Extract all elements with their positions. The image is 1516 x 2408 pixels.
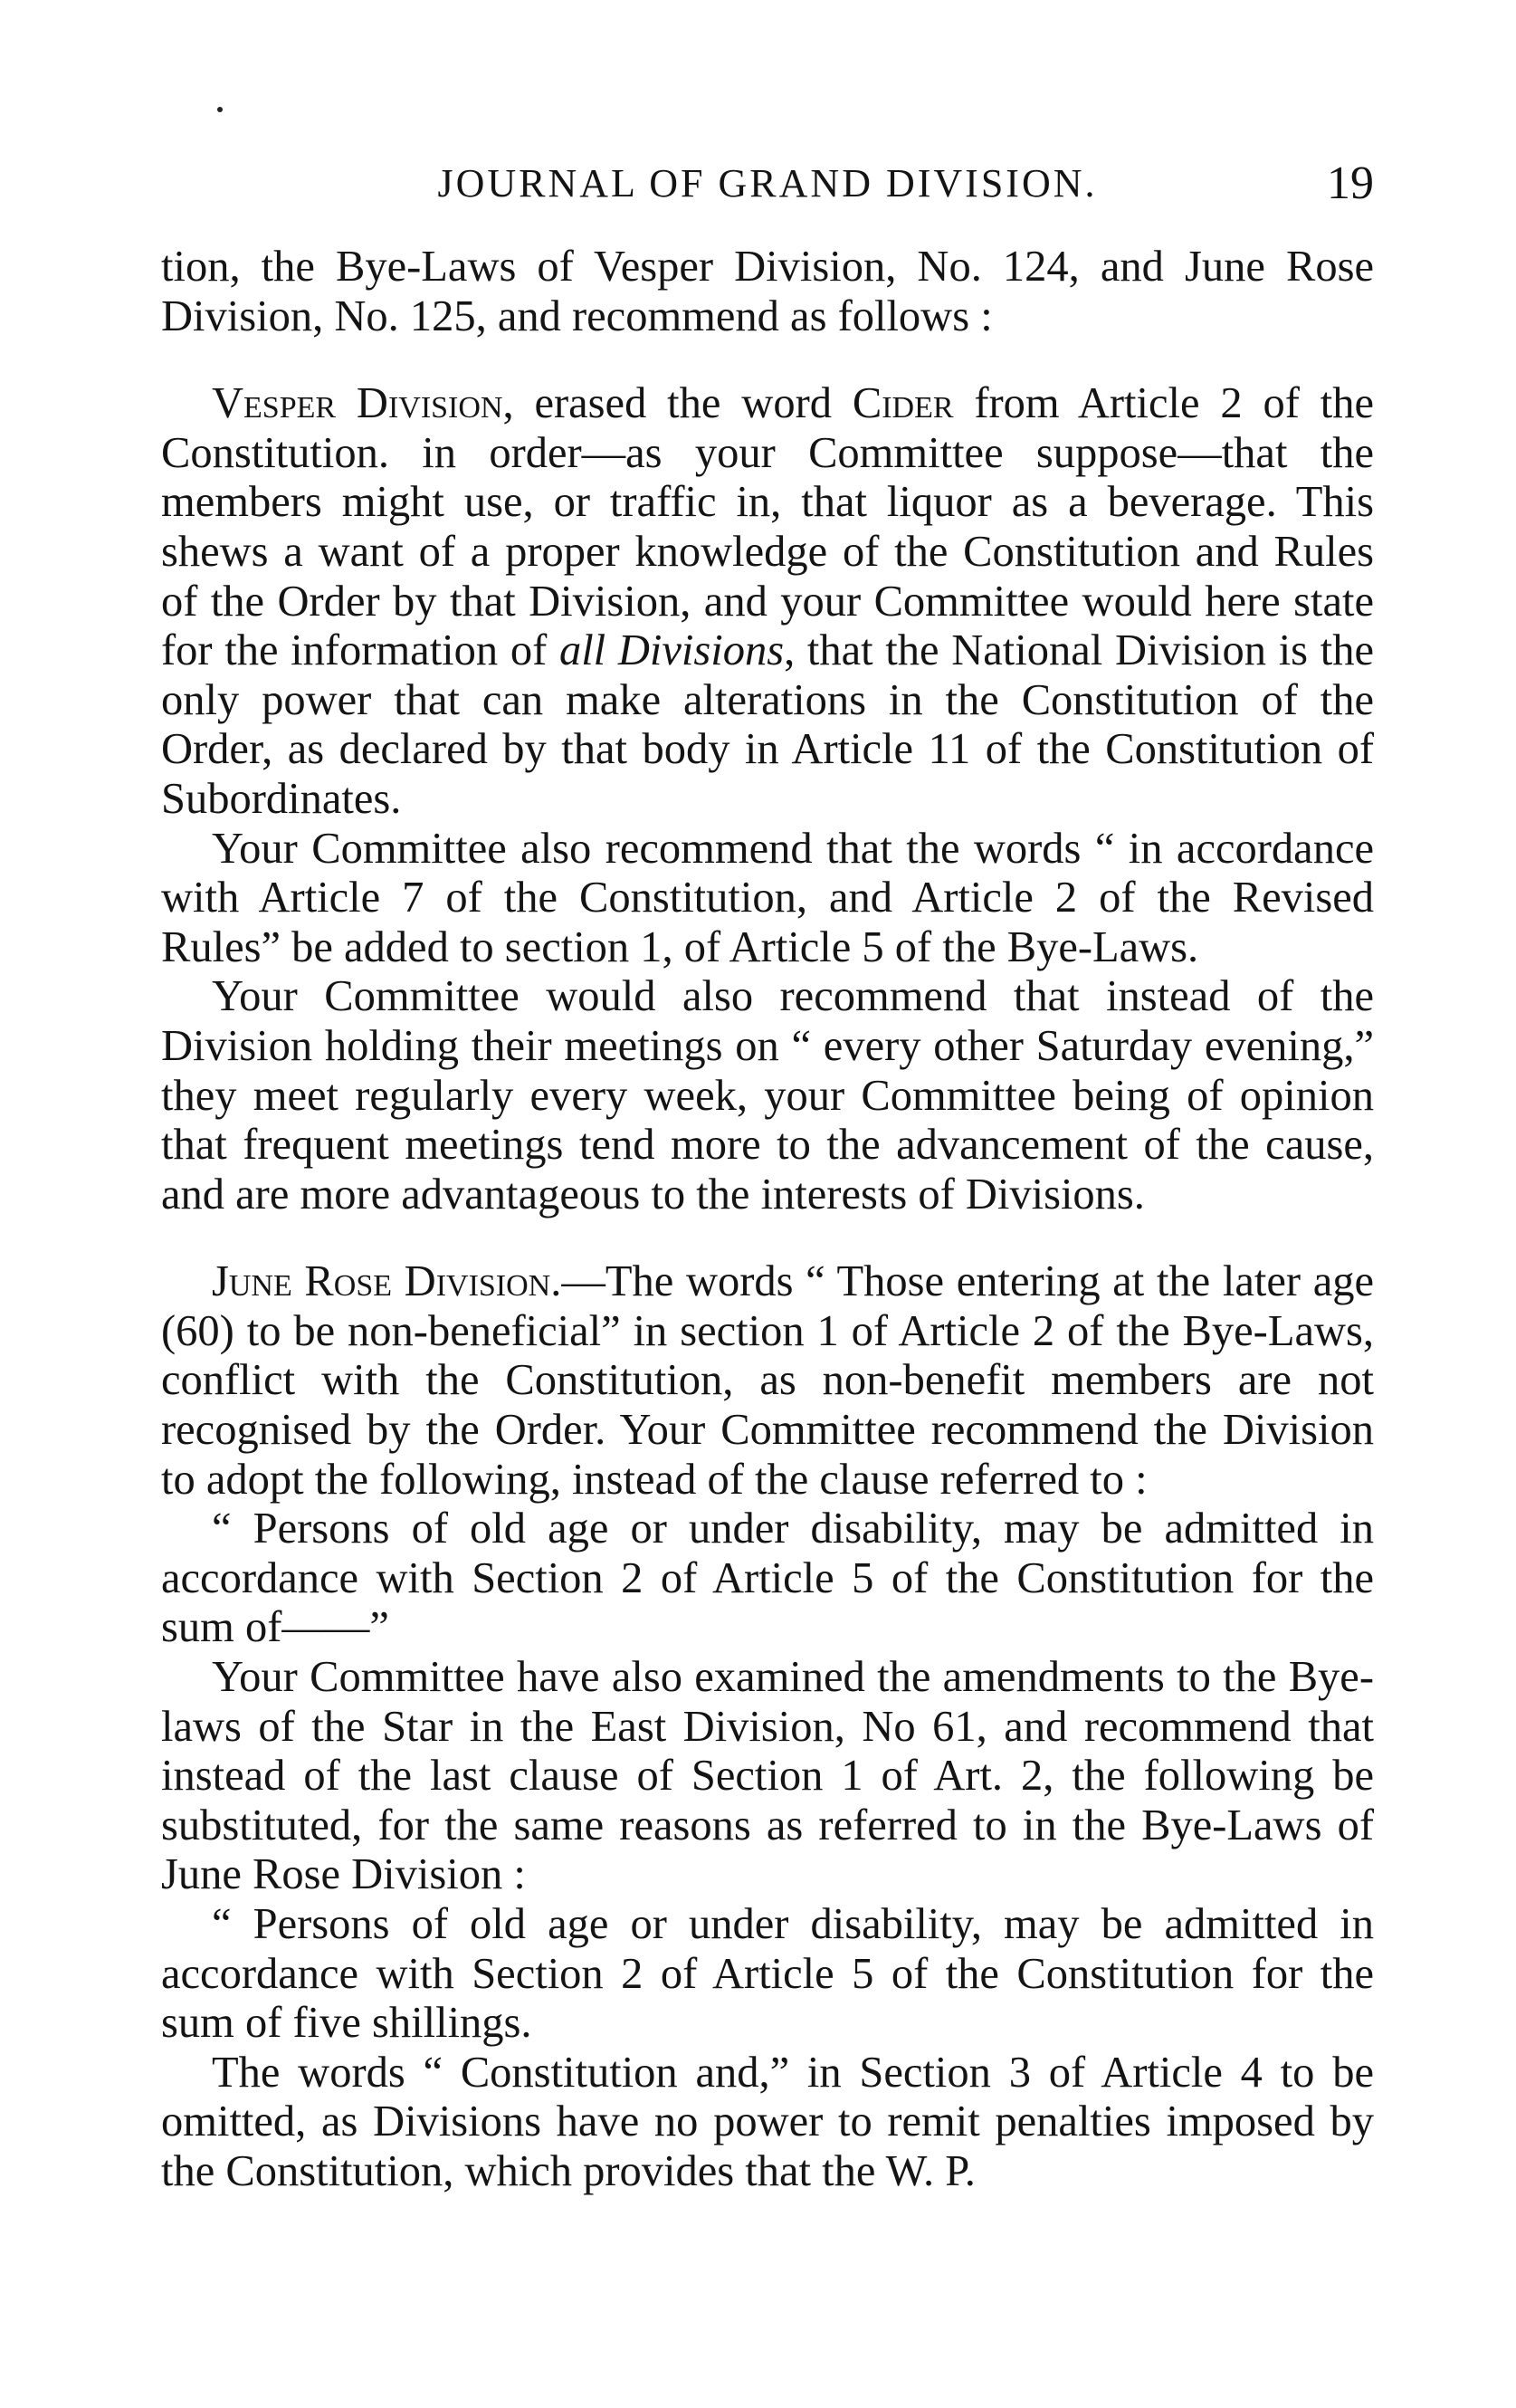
paragraph-june-rose-division xyxy=(161,1257,1374,1505)
paragraph-star-in-the-east: Your Committee have also examined the amendments to the Bye-laws of the Star in the East Division, No 61, and recommend that instead of the last clause of Section 1 of Art. 2, the following be substituted, for the same reasons as referred to in the Bye-Laws of June Rose Division : xyxy=(161,1653,1374,1899)
print-speck xyxy=(217,107,223,112)
paragraph-vesper-division xyxy=(161,379,1374,824)
paragraph-meetings: Your Committee would also recommend that instead of the Division holding their meetings on “ every other Saturday evening,” they meet regularly every week, your Committee being of opinion that frequent meetings tend more to the advancement of the cause, and are more advantageous to the interests of Divisions. xyxy=(161,972,1374,1218)
paragraph-text: , that the National Division is the only power that can make alterations in the Constitution of the Order, as declared by that body in Article 11 of the Constitution of Subordinates. xyxy=(161,626,1375,823)
page-header xyxy=(161,152,1374,215)
page-number: 19 xyxy=(1327,158,1374,209)
section-heading-vesper: Vesper Division, xyxy=(212,379,514,428)
paragraph-continuation: tion, the Bye-Laws of Vesper Division, No. 124, and June Rose Division, No. 125, and recommend as follows : xyxy=(161,243,1374,340)
paragraph-text: from Article 2 of the Constitution. in order—as your Committee suppose—that the members might use, or traffic in, that liquor as a beverage. This shews a want of a proper knowledge of the Constitution and Rules of the Order by that Division, and your Committee would here state for the information of xyxy=(161,379,1374,675)
paragraph-text: —The words “ Those entering at the later age (60) to be non-beneficial” in section 1 of Article 2 of the Bye-Laws, conflict with the Constitution, as non-benefit members are not recognised by the Order. Your Committee recommend the Division to adopt the following, instead of the clause referred to : xyxy=(161,1257,1374,1504)
word-cider: Cider xyxy=(852,379,954,428)
paragraph-text: erased the word xyxy=(513,379,853,428)
paragraph-constitution-and: The words “ Constitution and,” in Section 3 of Article 4 to be omitted, as Divisions have no power to remit penalties imposed by the Constitution, which provides that the W. P. xyxy=(161,2048,1374,2195)
paragraph-quoted-clause-2: “ Persons of old age or under disability, may be admitted in accordance with Section 2 of Article 5 of the Constitution for the sum of five shillings. xyxy=(161,1900,1374,2048)
paragraph-quoted-clause-1: “ Persons of old age or under disability, may be admitted in accordance with Section 2 of Article 5 of the Constitution for the sum of——” xyxy=(161,1505,1374,1652)
running-title: JOURNAL OF GRAND DIVISION. xyxy=(437,161,1098,205)
body-text xyxy=(161,243,1374,2197)
section-heading-june-rose: June Rose Division. xyxy=(212,1257,562,1306)
emphasis-all-divisions: all Divisions xyxy=(558,626,785,675)
paragraph-accordance: Your Committee also recommend that the words “ in accordance with Article 7 of the Constitution, and Article 2 of the Revised Rules” be added to section 1, of Article 5 of the Bye-Laws. xyxy=(161,824,1374,971)
